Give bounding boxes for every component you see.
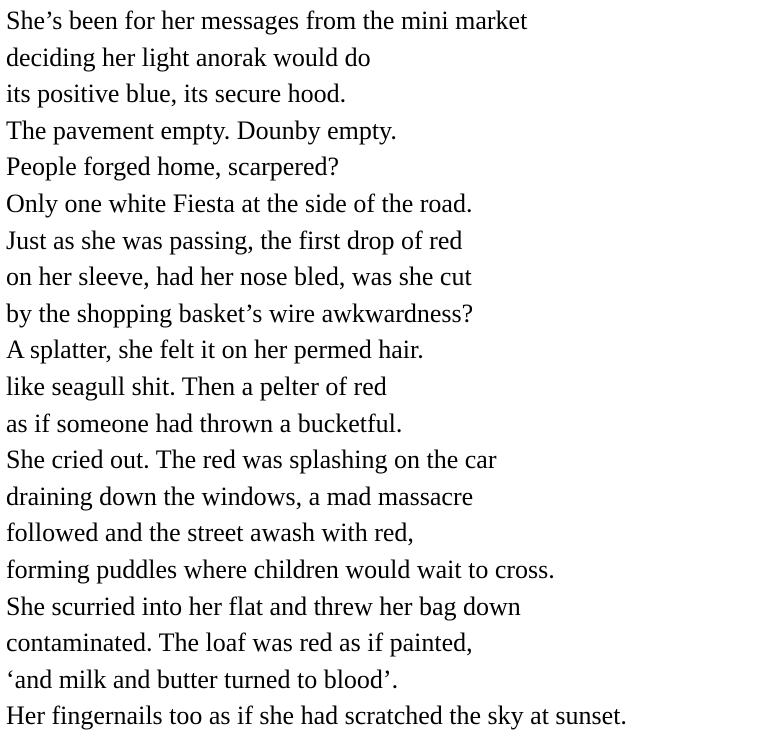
poem-line: A splatter, she felt it on her permed hair. [6,335,424,365]
poem-line: ‘and milk and butter turned to blood’. [6,664,399,694]
poem-line: She scurried into her flat and threw her bag down [6,591,521,621]
poem-line: draining down the windows, a mad massacre [6,481,474,511]
poem-line: Her fingernails too as if she had scratched the sky at sunset. [6,701,627,731]
poem-line: like seagull shit. Then a pelter of red [6,371,387,401]
poem-line: by the shopping basket’s wire awkwardness? [6,298,474,328]
poem-line: forming puddles where children would wait to cross. [6,554,555,584]
poem-text [6,3,627,735]
poem-line: She cried out. The red was splashing on the car [6,445,497,475]
poem-line: its positive blue, its secure hood. [6,79,347,109]
poem-line: as if someone had thrown a bucketful. [6,408,403,438]
poem-line: contaminated. The loaf was red as if painted, [6,628,473,658]
poem-line: deciding her light anorak would do [6,42,371,72]
poem-line: followed and the street awash with red, [6,518,414,548]
poem-line: Just as she was passing, the first drop of red [6,225,463,255]
poem-line: Only one white Fiesta at the side of the road. [6,188,473,218]
poem-line: The pavement empty. Dounby empty. [6,115,397,145]
poem-line: People forged home, scarpered? [6,152,340,182]
poem-line: on her sleeve, had her nose bled, was she cut [6,262,472,292]
poem-line: She’s been for her messages from the mini market [6,6,528,35]
